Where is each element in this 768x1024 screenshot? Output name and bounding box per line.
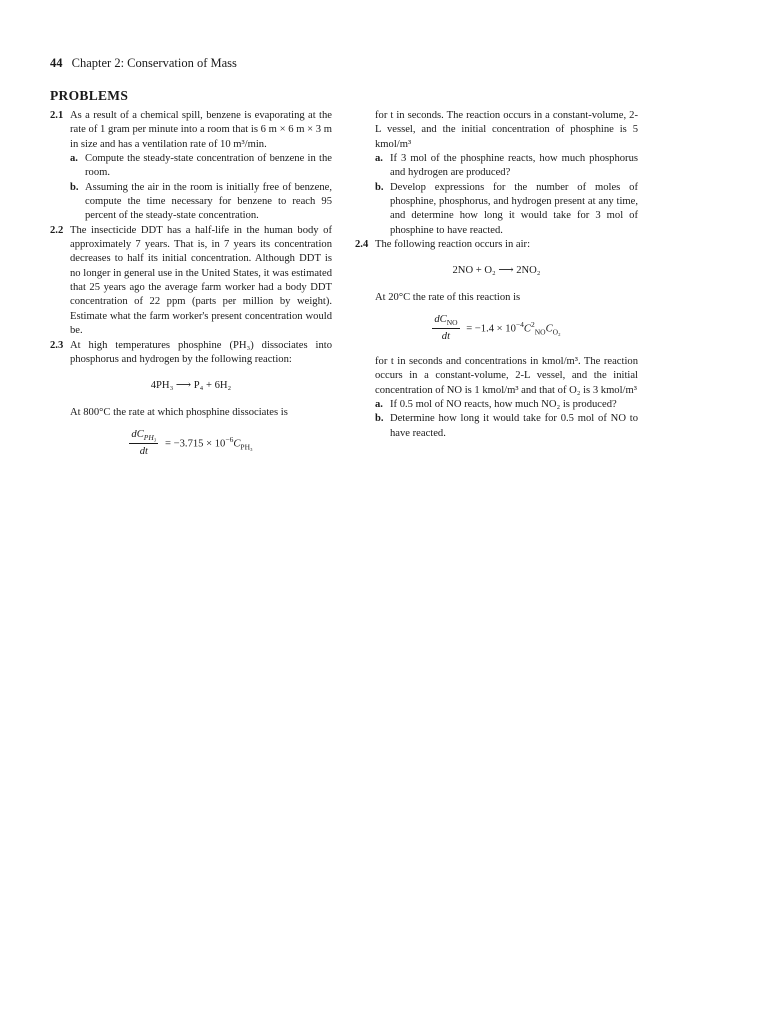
part-label: a. <box>70 153 78 165</box>
part-text: If 0.5 mol of NO reacts, how much NO₂ is produced? <box>390 398 617 410</box>
rate-conc-sub: PH₃ <box>240 442 253 452</box>
section-title: PROBLEMS <box>50 88 129 103</box>
page-number: 44 <box>50 56 63 70</box>
problem-number: 2.3 <box>50 339 64 351</box>
problem-2-1-part-b <box>50 181 332 224</box>
part-text: Compute the steady-state concentration of benzene in the room. <box>85 153 332 179</box>
part-label: a. <box>375 398 383 410</box>
rate-equation <box>355 313 638 345</box>
rate-denominator: dt <box>139 446 148 458</box>
chapter-title: Chapter 2: Conservation of Mass <box>71 56 237 70</box>
reaction-equation: 4PH₃ ⟶ P₄ + 6H₂ <box>150 380 232 392</box>
part-text: If 3 mol of the phosphine reacts, how much phosphorus and hydrogen are produced? <box>390 153 638 179</box>
problem-text: The insecticide DDT has a half-life in the human body of approximately 7 years. That is, in 7 years its concentration decreases to half its initial concentration. Although DDT is no longer in general use in the United States, it was estimated that 25 years ago the average farm worker had a body DDT concentration of 22 ppm (parts per million by weight). Estimate what the farm worker's present concentration would be. <box>70 224 332 337</box>
problem-2-4-part-a <box>355 398 638 412</box>
rate-intro: At 800°C the rate at which phosphine dissociates is <box>70 406 288 418</box>
rate-equation <box>50 428 332 460</box>
part-text: Determine how long it would take for 0.5 mol of NO to have reacted. <box>390 413 638 439</box>
problem-text: At high temperatures phosphine (PH₃) dissociates into phosphorus and hydrogen by the following reaction: <box>70 339 332 365</box>
page-header <box>50 56 237 71</box>
rate-rhs: = −1.4 × 10 <box>466 323 516 335</box>
problem-text: The following reaction occurs in air: <box>375 239 531 251</box>
problem-2-3-part-b <box>355 181 638 238</box>
problem-number: 2.4 <box>355 239 369 251</box>
problem-2-3-continued: for t in seconds. The reaction occurs in a constant-volume, 2-L vessel, and the initial concentration of phosphine is 5 kmol/m³ <box>375 110 638 150</box>
part-label: a. <box>375 153 383 165</box>
rate-conc: C <box>523 323 531 335</box>
rate-denominator: dt <box>441 331 451 343</box>
rate-fraction <box>432 313 459 345</box>
part-label: b. <box>375 181 384 193</box>
problem-number: 2.1 <box>50 110 64 121</box>
problem-2-1-part-a <box>50 152 332 181</box>
rate-conc-2-sub: O₂ <box>552 327 561 337</box>
part-text: Develop expressions for the number of moles of phosphine, phosphorus, and hydrogen present at any time, and determine how long it would take for 3 mol of phosphine to have reacted. <box>390 181 638 236</box>
rate-conc-2: C <box>545 323 553 335</box>
problem-2-4 <box>355 238 638 252</box>
rate-numerator: dC <box>434 314 447 326</box>
left-column <box>50 109 332 460</box>
rate-fraction <box>129 428 158 460</box>
problem-2-1 <box>50 109 332 152</box>
part-label: b. <box>70 181 79 193</box>
rate-intro: At 20°C the rate of this reaction is <box>375 291 521 303</box>
rate-numerator-sub: PH₃ <box>143 432 157 442</box>
problem-2-4-conditions: for t in seconds and concentrations in kmol/m³. The reaction occurs in a constant-volume, 2-L vessel, and the initial concentration of NO is 1 kmol/m³ and that of O₂ is 3 kmol/m³ <box>375 355 638 396</box>
problem-2-3-part-a <box>355 152 638 181</box>
rate-numerator-sub: NO <box>446 318 458 328</box>
problem-number: 2.2 <box>50 224 64 236</box>
rate-exponent: −6 <box>225 434 234 444</box>
rate-conc-sup: 2 <box>530 319 535 329</box>
problem-2-2 <box>50 224 332 339</box>
rate-conc: C <box>233 438 241 450</box>
part-text: Assuming the air in the room is initially free of benzene, compute the time necessary for benzene to reach 95 percent of the steady-state concentration. <box>85 181 332 222</box>
problem-text: As a result of a chemical spill, benzene is evaporating at the rate of 1 gram per minute into a room that is 6 m × 6 m × 3 m in size and has a ventilation rate of 10 m³/min. <box>70 110 332 150</box>
rate-rhs: = −3.715 × 10 <box>165 438 226 450</box>
rate-exponent: −4 <box>515 319 524 329</box>
rate-numerator: dC <box>131 428 144 440</box>
problem-2-4-part-b <box>355 412 638 441</box>
right-column <box>355 109 638 441</box>
reaction-equation: 2NO + O₂ ⟶ 2NO₂ <box>452 265 541 277</box>
problem-2-3 <box>50 339 332 368</box>
rate-conc-sub: NO <box>534 327 546 337</box>
part-label: b. <box>375 413 384 425</box>
